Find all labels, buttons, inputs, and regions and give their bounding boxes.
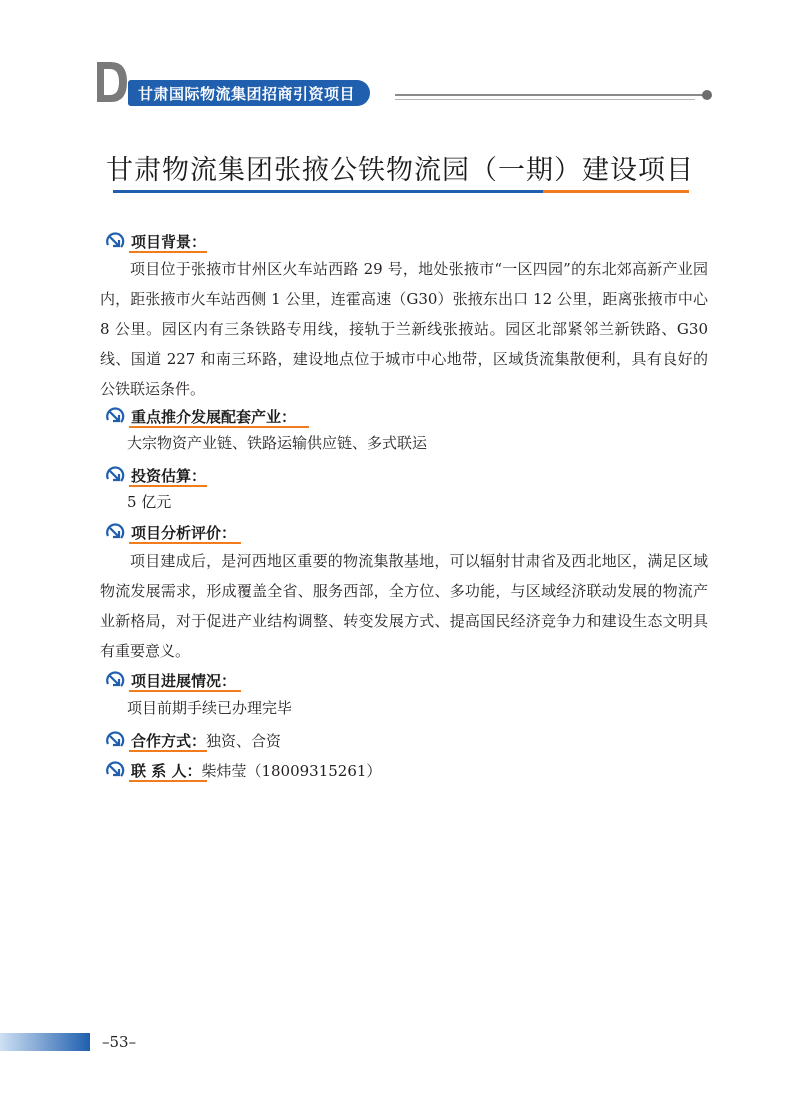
header-divider [395, 94, 705, 96]
section-cooperation-label [131, 730, 281, 751]
section-contact-value: 柴炜莹（18009315261） [201, 762, 382, 780]
page-title: 甘肃物流集团张掖公铁物流园（一期）建设项目 [106, 155, 694, 186]
section-contact-label-text: 联 系 人： [131, 762, 202, 780]
header-banner [128, 80, 370, 106]
section-investment-text: 5 亿元 [127, 493, 172, 511]
section-cooperation-value: 独资、合资 [206, 732, 282, 750]
section-underline [129, 251, 207, 253]
section-underline [129, 750, 207, 752]
title-underline-blue [113, 190, 543, 193]
arrow-circle-icon [104, 759, 126, 781]
arrow-circle-icon [104, 521, 126, 543]
footer-gradient-bar [0, 1033, 90, 1051]
section-underline [129, 426, 309, 428]
section-underline [129, 542, 241, 544]
section-progress-label: 项目进展情况： [131, 672, 237, 690]
page-number: –53– [102, 1033, 137, 1051]
section-analysis-text: 项目建成后，是河西地区重要的物流集散基地，可以辐射甘肃省及西北地区，满足区域物流发展需求，形成覆盖全省、服务西部，全方位、多功能，与区域经济联动发展的物流产业新格局，对于促进产业结构调整、转变发展方式、提高国民经济竞争力和建设生态文明具有重要意义。 [100, 552, 708, 660]
section-industry-label: 重点推介发展配套产业： [131, 408, 297, 426]
section-contact-label [131, 760, 381, 781]
section-investment-label: 投资估算： [131, 467, 207, 485]
section-cooperation-label-text: 合作方式： [131, 732, 207, 750]
section-underline [129, 485, 207, 487]
arrow-circle-icon [104, 464, 126, 486]
header-dot [702, 90, 712, 100]
section-background-text: 项目位于张掖市甘州区火车站西路 29 号，地处张掖市“一区四园”的东北郊高新产业园内，距张掖市火车站西侧 1 公里，连霍高速（G30）张掖东出口 12 公里，距离张掖市中心 8 公里。园区内有三条铁路专用线，接轨于兰新线张掖站。园区北部紧邻兰新铁路、G30 线、国道 227 和南三环路，建设地点位于城市中心地带，区域货流集散便利，具有良好的公铁联运条件。 [100, 260, 708, 398]
arrow-circle-icon [104, 405, 126, 427]
section-progress-text: 项目前期手续已办理完毕 [127, 699, 293, 717]
section-analysis-label: 项目分析评价： [131, 524, 237, 542]
section-underline [129, 690, 241, 692]
section-underline [129, 780, 207, 782]
section-background-label: 项目背景： [131, 233, 207, 251]
chapter-letter-d-logo [95, 60, 129, 104]
arrow-circle-icon [104, 669, 126, 691]
header-divider-thin [395, 99, 695, 100]
arrow-circle-icon [104, 729, 126, 751]
header-banner-text: 甘肃国际物流集团招商引资项目 [138, 85, 356, 103]
arrow-circle-icon [104, 230, 126, 252]
section-industry-text: 大宗物资产业链、铁路运输供应链、多式联运 [127, 434, 428, 452]
title-underline-orange [543, 190, 689, 193]
